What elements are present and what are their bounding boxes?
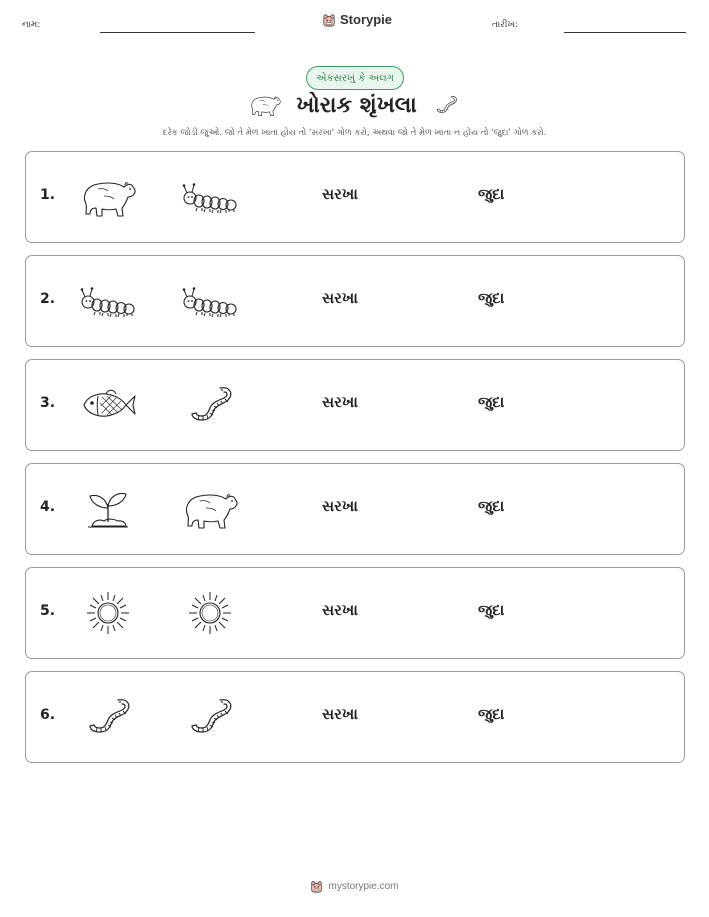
worm-icon <box>431 92 461 118</box>
storypie-logo-icon <box>322 13 336 27</box>
footer-url[interactable]: mystorypie.com <box>328 881 399 892</box>
name-field[interactable] <box>100 32 255 33</box>
option-different[interactable]: જુદા <box>478 497 505 515</box>
sun-icon <box>78 590 138 636</box>
caterpillar-icon <box>180 278 240 324</box>
footer <box>0 880 709 893</box>
question-row <box>25 255 685 347</box>
title-row <box>0 92 709 118</box>
worm-icon <box>180 382 240 428</box>
bear-icon <box>180 486 240 532</box>
caterpillar-icon <box>78 278 138 324</box>
fish-icon <box>78 382 138 428</box>
question-row <box>25 151 685 243</box>
date-field[interactable] <box>564 32 686 33</box>
worksheet-type-badge: એકસરખું કે અલગ <box>306 66 404 90</box>
worm-icon <box>78 694 138 740</box>
question-row <box>25 567 685 659</box>
question-number: 4. <box>40 499 56 515</box>
question-number: 3. <box>40 395 56 411</box>
question-row <box>25 359 685 451</box>
worm-icon <box>180 694 240 740</box>
option-same[interactable]: સરખા <box>322 289 358 307</box>
option-different[interactable]: જુદા <box>478 705 505 723</box>
option-same[interactable]: સરખા <box>322 185 358 203</box>
instructions: દરેક જોડી જુઓ. જો તે મેળ ખાતા હોય તો 'સરખા' ગોળ કરો, અથવા જો તે મેળ ખાતા ન હોય તો 'જુદા' ગોળ કરો. <box>162 128 547 138</box>
option-different[interactable]: જુદા <box>478 289 505 307</box>
sprout-icon <box>78 486 138 532</box>
option-same[interactable]: સરખા <box>322 705 358 723</box>
option-same[interactable]: સરખા <box>322 601 358 619</box>
storypie-logo-icon <box>310 880 323 893</box>
option-different[interactable]: જુદા <box>478 185 505 203</box>
question-number: 6. <box>40 707 56 723</box>
question-number: 1. <box>40 187 56 203</box>
question-row <box>25 671 685 763</box>
page-title: ખોરાક શૃંખલા <box>296 92 417 118</box>
question-row <box>25 463 685 555</box>
option-different[interactable]: જુદા <box>478 393 505 411</box>
brand-name: Storypie <box>340 12 393 27</box>
option-same[interactable]: સરખા <box>322 497 358 515</box>
sun-icon <box>180 590 240 636</box>
bear-icon <box>248 92 282 118</box>
caterpillar-icon <box>180 174 240 220</box>
option-different[interactable]: જુદા <box>478 601 505 619</box>
question-number: 5. <box>40 603 56 619</box>
date-label: તારીખ: <box>492 20 518 30</box>
brand-logo <box>322 12 392 27</box>
name-label: નામ: <box>22 20 41 30</box>
question-number: 2. <box>40 291 56 307</box>
bear-icon <box>78 174 138 220</box>
option-same[interactable]: સરખા <box>322 393 358 411</box>
